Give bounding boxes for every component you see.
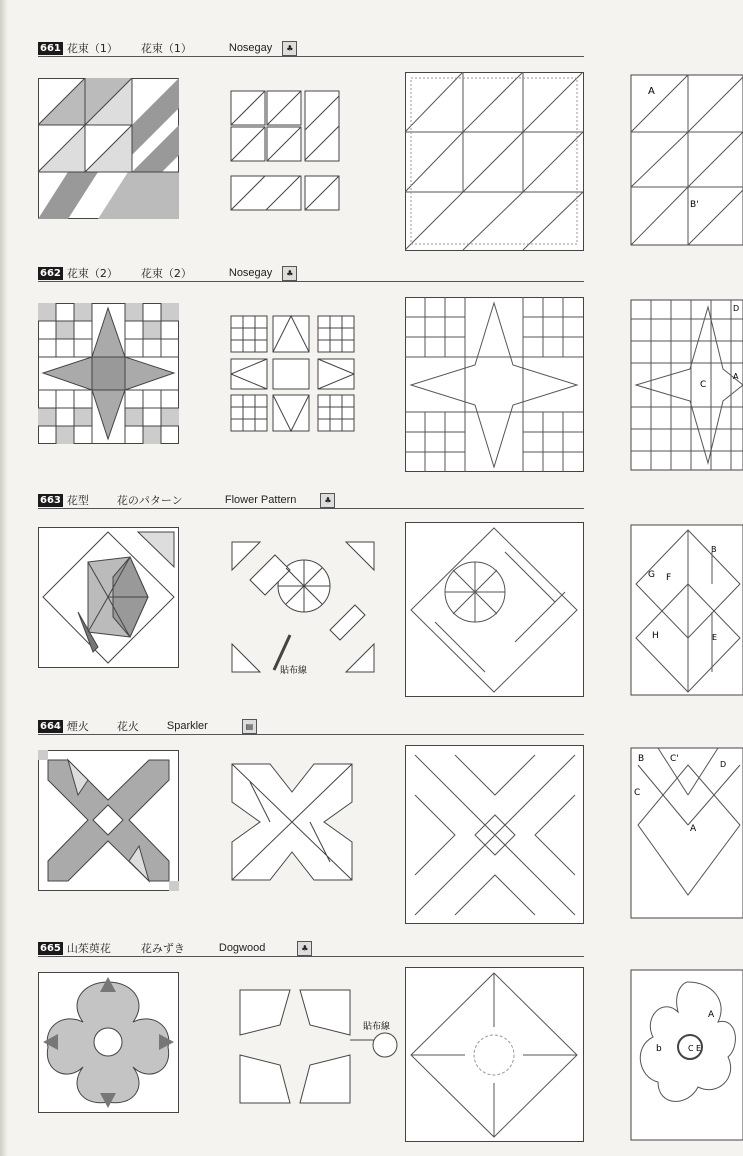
- block-number: 661: [40, 42, 61, 54]
- block-header: [38, 265, 584, 282]
- block-661-layout: [628, 72, 743, 248]
- applique-line-note: 貼布線: [363, 1022, 391, 1032]
- block-number: 663: [40, 494, 61, 506]
- title-cn: 花みずき: [140, 942, 185, 955]
- block-662-pieces: [230, 315, 356, 433]
- label-a: A: [708, 1010, 715, 1020]
- label-a: A: [690, 824, 697, 834]
- label-e: E: [712, 633, 718, 642]
- applique-line-note: 貼布線: [280, 666, 308, 674]
- block-665-pieces: [230, 985, 410, 1109]
- label-f: F: [666, 573, 672, 583]
- block-664-finished: [38, 750, 179, 891]
- block-header: [38, 718, 584, 735]
- block-665-layout: [628, 967, 743, 1147]
- tree-icon: ♣: [320, 493, 335, 508]
- label-b: b: [656, 1044, 662, 1054]
- title-jp: 花束（1）: [66, 42, 118, 55]
- tree-icon: ♣: [282, 266, 297, 281]
- tree-icon: ♣: [297, 941, 312, 956]
- tree-icon: ♣: [282, 41, 297, 56]
- title-cn: 花のパターン: [116, 494, 183, 507]
- title-en: Nosegay: [228, 267, 273, 279]
- label-b: B: [711, 545, 717, 554]
- title-en: Flower Pattern: [224, 494, 297, 506]
- block-662-finished: [38, 303, 179, 444]
- label-a: A: [648, 86, 655, 97]
- title-cn: 花束（2）: [140, 267, 192, 280]
- block-664-layout: [628, 745, 743, 921]
- block-661-template: [405, 72, 585, 252]
- block-663-finished: [38, 527, 179, 668]
- block-number: 664: [40, 720, 61, 732]
- label-g: G: [648, 570, 655, 580]
- label-d: D: [733, 304, 740, 313]
- title-cn: 花火: [116, 720, 139, 733]
- title-jp: 花型: [66, 494, 89, 507]
- page-spine-shadow: [0, 0, 8, 1156]
- label-c: C: [700, 380, 707, 390]
- title-jp: 花束（2）: [66, 267, 118, 280]
- block-665-template: [405, 967, 585, 1143]
- block-662-layout: [628, 297, 743, 473]
- block-number: 662: [40, 267, 61, 279]
- title-jp: 煙火: [66, 720, 89, 733]
- block-662-template: [405, 297, 585, 473]
- block-663-layout: [628, 522, 743, 698]
- label-c: C: [634, 788, 641, 798]
- title-en: Nosegay: [228, 42, 273, 54]
- title-en: Dogwood: [218, 942, 266, 954]
- label-d: D: [720, 760, 727, 769]
- block-665-finished: [38, 972, 179, 1113]
- label-b: B: [638, 754, 645, 764]
- label-c: C: [688, 1044, 694, 1053]
- cup-icon: ▤: [242, 719, 257, 734]
- title-jp: 山茱萸花: [66, 942, 111, 955]
- block-number: 665: [40, 942, 61, 954]
- label-c-prime: C': [670, 754, 679, 764]
- block-664-template: [405, 745, 585, 925]
- label-a: A: [733, 372, 739, 381]
- block-header: [38, 40, 584, 57]
- block-661-finished: [38, 78, 179, 219]
- label-b-prime: B': [690, 200, 699, 210]
- title-en: Sparkler: [166, 720, 208, 732]
- label-e: E: [696, 1044, 702, 1053]
- block-663-pieces: [230, 540, 376, 674]
- block-663-template: [405, 522, 585, 698]
- block-664-pieces: [230, 762, 354, 882]
- block-header: [38, 492, 584, 509]
- label-h: H: [652, 631, 659, 641]
- block-header: [38, 940, 584, 957]
- block-661-pieces: [230, 90, 340, 212]
- title-cn: 花束（1）: [140, 42, 192, 55]
